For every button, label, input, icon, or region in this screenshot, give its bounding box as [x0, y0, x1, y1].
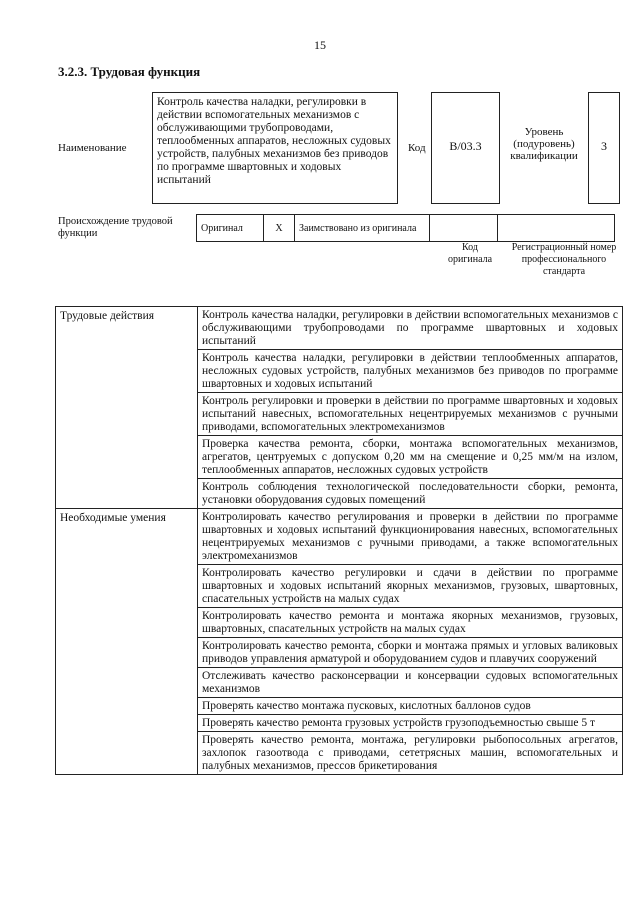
skills-heading: Необходимые умения: [56, 509, 198, 775]
skill-item: Отслеживать качество расконсервации и консервации судовых вспомогательных механизмов: [198, 668, 623, 698]
code-original-caption: Код оригинала: [447, 242, 493, 265]
labor-action-item: Контроль регулировки и проверки в действии по программе швартовных и ходовых испытаний навесных, вспомогательных нецентрируемых механизмов с ручными приводами, вспомогательных электромеханизмов: [198, 393, 623, 436]
level-value-box: 3: [588, 92, 620, 204]
labor-actions-heading: Трудовые действия: [56, 307, 198, 509]
skill-item: Проверять качество монтажа пусковых, кислотных баллонов судов: [198, 698, 623, 715]
labor-action-item: Контроль качества наладки, регулировки в действии вспомогательных механизмов с обслуживающими трубопроводами по программе швартовных и ходовых испытаний: [198, 307, 623, 350]
origin-label: Происхождение трудовой функции: [58, 216, 173, 239]
level-label: Уровень (подуровень) квалификации: [510, 126, 578, 162]
function-code-box: В/03.3: [431, 92, 500, 204]
name-label: Наименование: [58, 142, 127, 154]
skill-item: Контролировать качество ремонта, сборки и монтажа прямых и угловых валиковых приводов управления арматурой и оборудованием судов и плавучих сооружений: [198, 638, 623, 668]
table-row: [56, 509, 623, 565]
skill-item: Контролировать качество регулирования и проверки в действии по программе швартовных и ходовых испытаний функционирования навесных, вспомогательных нецентрируемых механизмов с ручными приводами, а также вспомогательных электромеханизмов: [198, 509, 623, 565]
reg-number-caption: Регистрационный номер профессионального стандарта: [511, 242, 617, 277]
labor-action-item: Контроль качества наладки, регулировки в действии теплообменных аппаратов, несложных судовых устройств, палубных механизмов без приводов по программе швартовных и ходовых испытаний: [198, 350, 623, 393]
reg-number-cell: [498, 215, 615, 242]
skill-item: Проверять качество ремонта грузовых устройств грузоподъемностью свыше 5 т: [198, 715, 623, 732]
section-title: 3.2.3. Трудовая функция: [58, 64, 201, 79]
page-number: 15: [314, 38, 326, 52]
skill-item: Контролировать качество регулировки и сдачи в действии по программе швартовных и ходовых испытаний якорных механизмов, грузовых, швартовных, спасательных устройств на малых судах: [198, 565, 623, 608]
skill-item: Проверять качество ремонта, монтажа, регулировки рыбопосольных агрегатов, захлопок газоотвода с приводами, сететрясных машин, вспомогательных и палубных механизмов, прессов брикетирования: [198, 732, 623, 775]
table-row: [56, 307, 623, 350]
original-label: Оригинал: [197, 215, 264, 242]
borrowed-label: Заимствовано из оригинала: [295, 215, 430, 242]
original-mark: X: [264, 215, 295, 242]
code-original-cell: [430, 215, 498, 242]
code-label: Код: [408, 142, 426, 154]
origin-table: [196, 214, 615, 242]
function-name-box: Контроль качества наладки, регулировки в действии вспомогательных механизмов с обслуживающими трубопроводами, теплообменных аппаратов, несложных судовых устройств, палубных механизмов без приводов по программе швартовных и ходовых испытаний: [152, 92, 398, 204]
labor-action-item: Контроль соблюдения технологической последовательности сборки, ремонта, установки оборудования судовых помещений: [198, 479, 623, 509]
labor-function-table: [55, 306, 623, 775]
skill-item: Контролировать качество ремонта и монтажа якорных механизмов, грузовых, швартовных, спасательных устройств на малых судах: [198, 608, 623, 638]
labor-action-item: Проверка качества ремонта, сборки, монтажа вспомогательных механизмов, агрегатов, центруемых с допуском 0,20 мм на смещение и 0,25 мм/м на излом, теплообменных аппаратов, несложных судовых устройств: [198, 436, 623, 479]
